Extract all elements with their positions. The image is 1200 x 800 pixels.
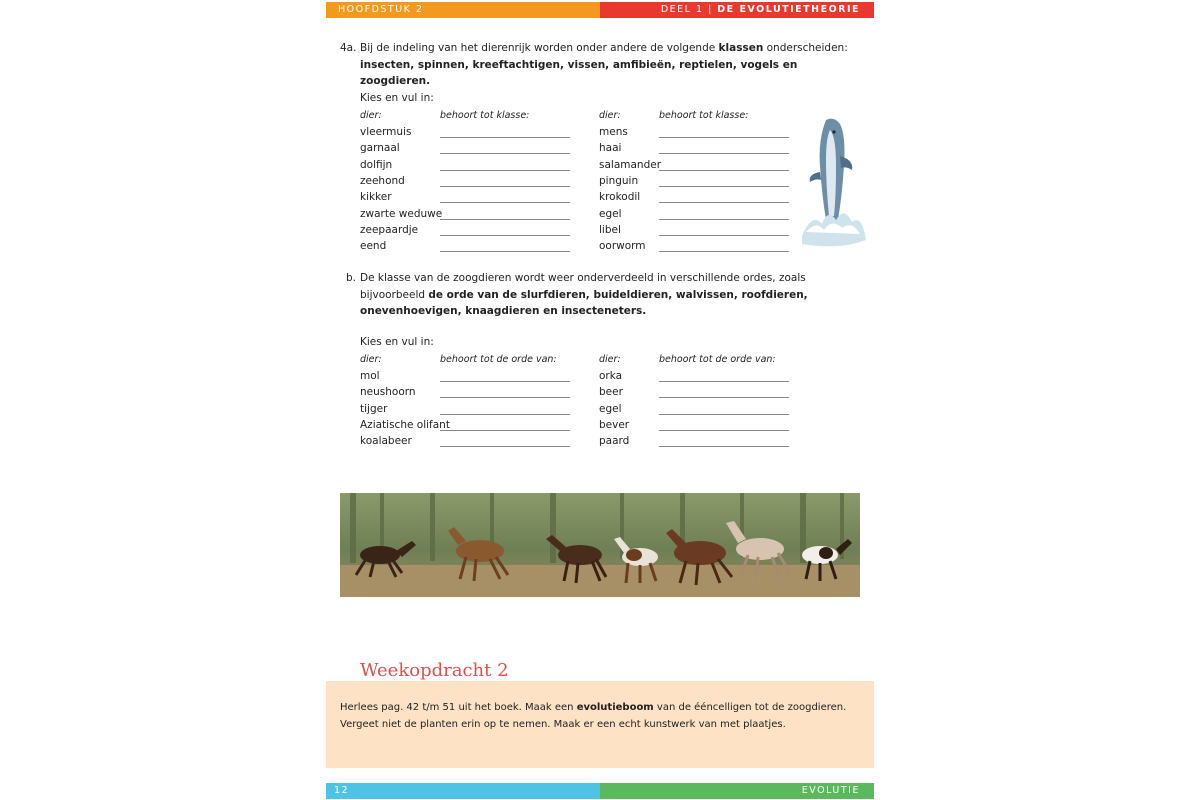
animal-name: tijger: [360, 402, 388, 415]
part-title: DE EVOLUTIETHEORIE: [717, 4, 860, 15]
q4b-order-list: de orde van de slurfdieren, buideldieren, walvissen, roofdieren, onevenhoevigen, knaagdieren en insecteneters.: [360, 288, 808, 317]
animal-name: mol: [360, 370, 380, 382]
col-animal-header: dier:: [360, 354, 382, 365]
col-animal-header: dier:: [599, 110, 621, 121]
answer-line[interactable]: [659, 414, 789, 415]
q4b-left-header: [360, 352, 557, 368]
week-line1-post: van de ééncelligen tot de zoogdieren.: [653, 702, 847, 713]
q4a-right-row: [599, 140, 621, 156]
q4a-left-row: [360, 140, 400, 156]
q4a-right-header: [599, 108, 749, 124]
answer-line[interactable]: [659, 251, 789, 252]
answer-line[interactable]: [659, 219, 789, 220]
dolphin-illustration: [796, 116, 868, 250]
animal-name: koalabeer: [360, 435, 412, 448]
workbook-page: [326, 0, 874, 800]
q4a-right-row: [599, 157, 661, 173]
answer-line[interactable]: [659, 235, 789, 236]
animal-name: garnaal: [360, 142, 400, 155]
question-number-4b: b.: [346, 272, 357, 284]
answer-line[interactable]: [440, 137, 570, 138]
q4b-right-row: [599, 384, 623, 400]
animal-name: egel: [599, 207, 622, 220]
q4b-left-row: [360, 417, 450, 433]
answer-line[interactable]: [440, 430, 570, 431]
q4b-left-row: [360, 401, 387, 417]
animal-name: libel: [599, 223, 621, 236]
answer-line[interactable]: [440, 219, 570, 220]
q4b-line1-pre: De klasse van de zoogdieren wordt weer onderverdeeld in verschillende ordes, zoals bijvoorbeeld: [360, 272, 806, 301]
footer-bar: [326, 783, 874, 799]
q4a-right-row: [599, 238, 646, 254]
answer-line[interactable]: [659, 186, 789, 187]
q4a-left-row: [360, 222, 418, 238]
header-bar: [326, 2, 874, 18]
animal-name: bever: [599, 418, 630, 431]
chapter-label: HOOFDSTUK 2: [326, 2, 600, 18]
weekopdracht-title: Weekopdracht 2: [360, 660, 509, 681]
q4a-left-row: [360, 206, 442, 222]
question-number-4a: 4a.: [340, 42, 357, 54]
q4b-right-row: [599, 368, 622, 384]
animal-name: salamander: [599, 158, 662, 171]
week-line1-pre: Herlees pag. 42 t/m 51 uit het boek. Maak een: [340, 702, 577, 713]
q4a-instruction: Kies en vul in:: [360, 92, 434, 104]
q4a-right-row: [599, 189, 640, 205]
q4a-line1-pre: Bij de indeling van het dierenrijk worden onder andere de volgende: [360, 42, 719, 54]
animal-name: pinguin: [599, 174, 639, 187]
animal-name: paard: [599, 435, 630, 448]
answer-line[interactable]: [659, 137, 789, 138]
animal-name: orka: [599, 370, 623, 382]
animal-name: dolfijn: [360, 158, 393, 171]
answer-line[interactable]: [659, 381, 789, 382]
part-prefix: DEEL 1: [660, 4, 704, 15]
col-animal-header: dier:: [360, 110, 382, 121]
answer-line[interactable]: [440, 153, 570, 154]
q4b-right-header: [599, 352, 776, 368]
col-order-header: behoort tot de orde van:: [659, 354, 776, 365]
animal-name: kikker: [360, 191, 392, 204]
animal-name: zeepaardje: [360, 223, 419, 236]
q4b-left-row: [360, 433, 412, 449]
animal-name: oorworm: [599, 240, 646, 253]
q4a-left-row: [360, 189, 392, 205]
question-4b-text: [360, 270, 870, 320]
q4b-right-row: [599, 433, 629, 449]
animal-name: vleermuis: [360, 126, 412, 138]
q4a-class-list: insecten, spinnen, kreeftachtigen, vissen, amfibieën, reptielen, vogels en zoogdieren.: [360, 58, 798, 87]
animal-name: haai: [599, 142, 622, 155]
q4a-right-row: [599, 173, 638, 189]
col-class-header: behoort tot klasse:: [440, 110, 530, 121]
q4a-left-row: [360, 157, 392, 173]
animal-name: egel: [599, 402, 622, 415]
animal-name: eend: [360, 240, 387, 253]
week-line1-bold: evolutieboom: [576, 702, 654, 713]
footer-section: EVOLUTIE: [600, 783, 874, 799]
col-order-header: behoort tot de orde van:: [440, 354, 557, 365]
q4a-right-row: [599, 206, 622, 222]
answer-line[interactable]: [440, 186, 570, 187]
animal-name: zeehond: [360, 174, 405, 187]
animal-name: neushoorn: [360, 386, 416, 399]
weekopdracht-box: [326, 681, 874, 768]
answer-line[interactable]: [659, 202, 789, 203]
week-line2: Vergeet niet de planten erin op te nemen. Maak er een echt kunstwerk van met plaatjes.: [340, 719, 786, 730]
answer-line[interactable]: [440, 414, 570, 415]
answer-line[interactable]: [440, 251, 570, 252]
q4b-right-row: [599, 417, 629, 433]
animal-name: Aziatische olifant: [360, 418, 450, 431]
q4a-left-row: [360, 238, 386, 254]
col-animal-header: dier:: [599, 354, 621, 365]
answer-line[interactable]: [440, 381, 570, 382]
answer-line[interactable]: [440, 235, 570, 236]
answer-line[interactable]: [440, 446, 570, 447]
q4a-line1-post: onderscheiden:: [763, 42, 848, 54]
answer-line[interactable]: [440, 202, 570, 203]
q4a-left-row: [360, 124, 411, 140]
q4b-instruction: Kies en vul in:: [360, 336, 434, 348]
q4a-left-header: [360, 108, 530, 124]
answer-line[interactable]: [440, 170, 570, 171]
col-class-header: behoort tot klasse:: [659, 110, 749, 121]
q4b-left-row: [360, 384, 416, 400]
answer-line[interactable]: [659, 153, 789, 154]
page-number: 12: [326, 783, 600, 799]
answer-line[interactable]: [659, 397, 789, 398]
horses-photo: [340, 493, 860, 597]
q4a-right-row: [599, 222, 621, 238]
answer-line[interactable]: [659, 430, 789, 431]
question-4a-text: [360, 40, 860, 90]
q4a-left-row: [360, 173, 405, 189]
part-label: DEEL 1 | DE EVOLUTIETHEORIE: [600, 2, 874, 18]
animal-name: zwarte weduwe: [360, 207, 443, 220]
q4b-right-row: [599, 401, 622, 417]
q4a-line1-bold: klassen: [718, 42, 764, 54]
q4a-right-row: [599, 124, 628, 140]
answer-line[interactable]: [659, 446, 789, 447]
animal-name: mens: [599, 126, 628, 138]
animal-name: beer: [599, 386, 623, 399]
weekopdracht-text: [340, 699, 860, 733]
q4b-left-row: [360, 368, 380, 384]
answer-line[interactable]: [659, 170, 789, 171]
answer-line[interactable]: [440, 397, 570, 398]
animal-name: krokodil: [599, 191, 641, 204]
